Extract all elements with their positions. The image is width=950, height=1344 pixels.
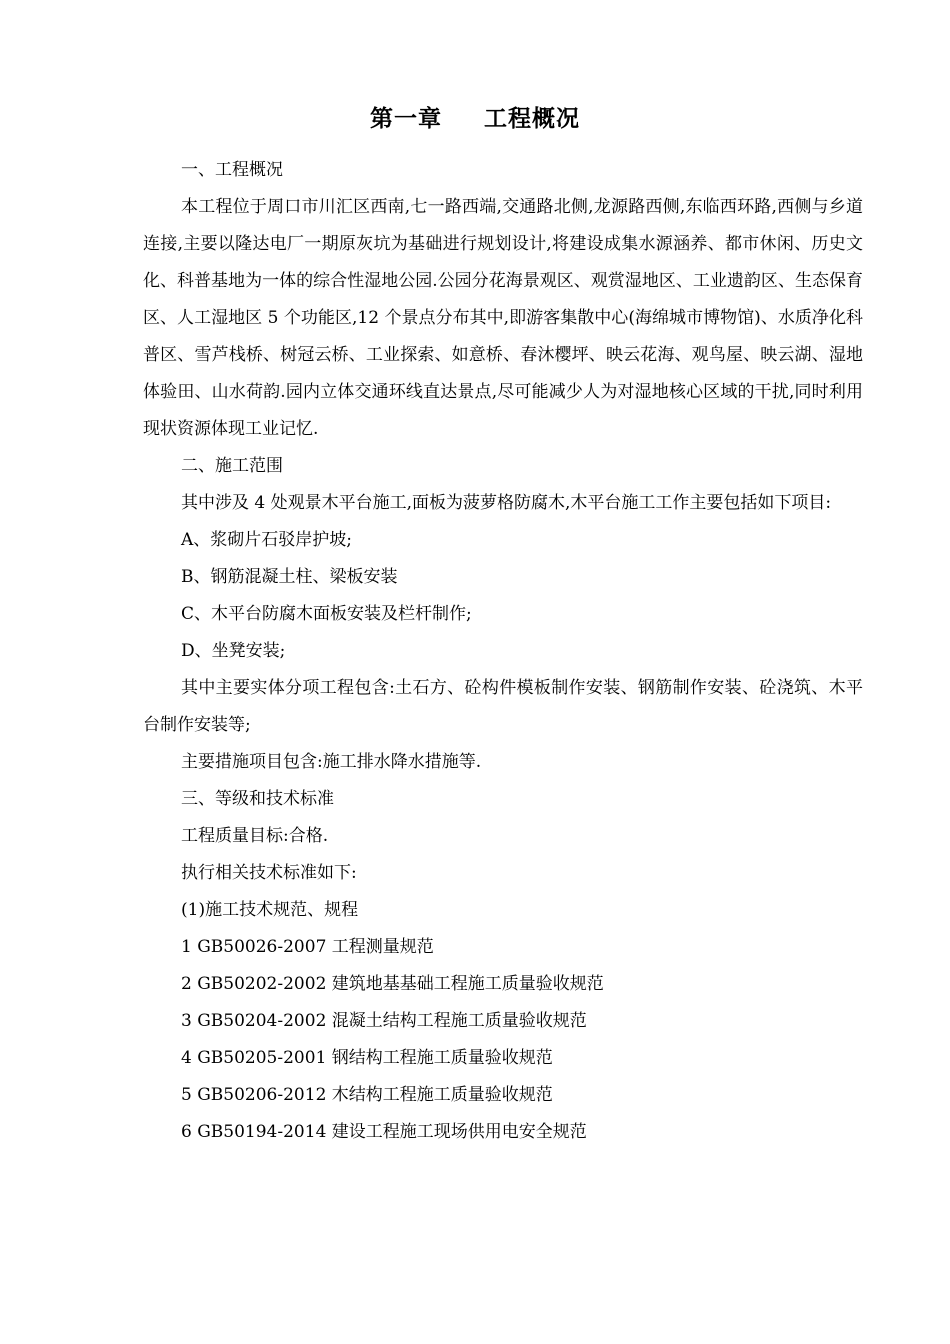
paragraph-scope: 其中涉及 4 处观景木平台施工,面板为菠萝格防腐木,木平台施工工作主要包括如下项目: [181,493,832,513]
chapter-number: 第一章 [370,106,442,132]
list-item: A、浆砌片石驳岸护坡; [181,530,353,550]
paragraph-standards-intro: 执行相关技术标准如下: [181,863,357,883]
standard-item: 3 GB50204-2002 混凝土结构工程施工质量验收规范 [181,1011,587,1031]
section-heading: 二、施工范围 [181,456,283,476]
list-item: D、坐凳安装; [181,641,286,661]
paragraph-quality-goal: 工程质量目标:合格. [181,826,329,846]
paragraph-measures: 主要措施项目包含:施工排水降水措施等. [181,752,482,772]
paragraph-main-works: 其中主要实体分项工程包含:土石方、砼构件模板制作安装、钢筋制作安装、砼浇筑、木平台制作安装等; [143,678,863,735]
standard-item: 5 GB50206-2012 木结构工程施工质量验收规范 [181,1085,553,1105]
standard-item: 4 GB50205-2001 钢结构工程施工质量验收规范 [181,1048,553,1068]
standard-item: 6 GB50194-2014 建设工程施工现场供用电安全规范 [181,1122,587,1142]
chapter-title [0,100,950,133]
paragraph-project-overview: 本工程位于周口市川汇区西南,七一路西端,交通路北侧,龙源路西侧,东临西环路,西侧与乡道连接,主要以隆达电厂一期原灰坑为基础进行规划设计,将建设成集水源涵养、都市休闲、历史文化、科普基地为一体的综合性湿地公园.公园分花海景观区、观赏湿地区、工业遗韵区、生态保育区、人工湿地区 5 个功能区,12 个景点分布其中,即游客集散中心(海绵城市博物馆)、水质净化科普区、雪芦栈桥、树冠云桥、工业探索、如意桥、春沐樱坪、映云花海、观鸟屋、映云湖、湿地体验田、山水荷韵.园内立体交通环线直达景点,尽可能减少人为对湿地核心区域的干扰,同时利用现状资源体现工业记忆. [143,197,863,439]
list-item: C、木平台防腐木面板安装及栏杆制作; [181,604,472,624]
standard-item: 1 GB50026-2007 工程测量规范 [181,937,434,957]
section-heading: 一、工程概况 [181,160,283,180]
document-body [143,152,863,1151]
section-heading: 三、等级和技术标准 [181,789,334,809]
chapter-name: 工程概况 [484,106,580,132]
list-item: B、钢筋混凝土柱、梁板安装 [181,567,398,587]
standard-item: 2 GB50202-2002 建筑地基基础工程施工质量验收规范 [181,974,604,994]
subsection-heading: (1)施工技术规范、规程 [181,900,359,920]
